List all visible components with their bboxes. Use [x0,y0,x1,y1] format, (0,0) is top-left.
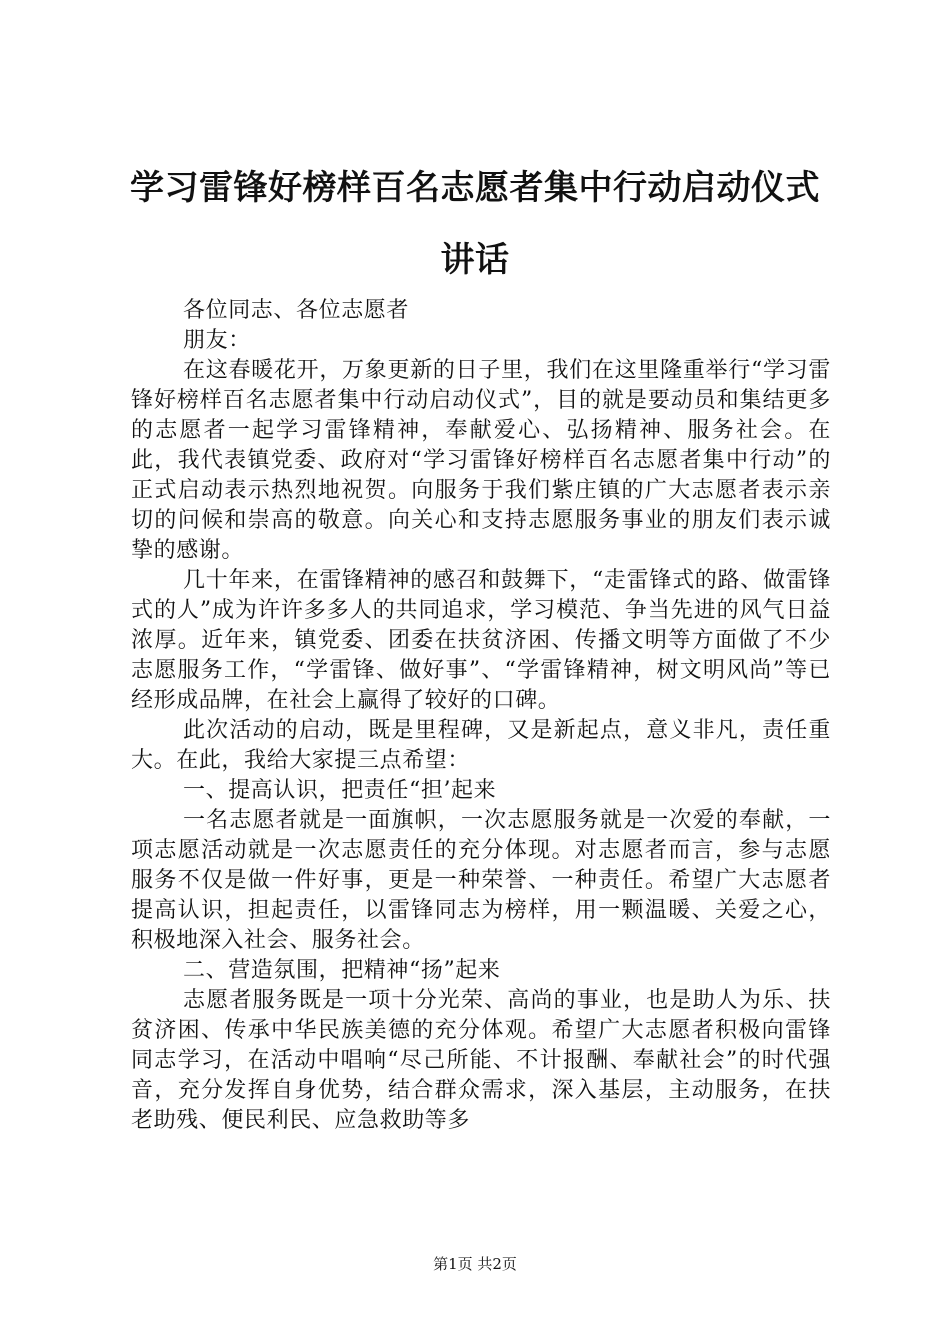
paragraph-hopes-intro: 此次活动的启动，既是里程碑，又是新起点，意义非凡，责任重大。在此，我给大家提三点希望： [131,718,831,773]
paragraph-section-2: 志愿者服务既是一项十分光荣、高尚的事业，也是助人为乐、扶贫济困、传承中华民族美德的充分体观。希望广大志愿者积极向雷锋同志学习，在活动中唱响“尽己所能、不计报酬、奉献社会”的时代强音，充分发挥自身优势，结合群众需求，深入基层，主动服务，在扶老助残、便民利民、应急救助等多 [131,988,831,1133]
document-title [120,152,830,296]
section-heading-1: 一、提高认识，把责任“担’起来 [183,778,497,803]
section-heading-2: 二、营造氛围，把精神“扬”起来 [183,958,501,983]
document-body [131,296,831,1136]
paragraph-history: 几十年来，在雷锋精神的感召和鼓舞下，“走雷锋式的路、做雷锋式的人”成为许许多多人的共同追求，学习模范、争当先进的风气日益浓厚。近年来，镇党委、团委在扶贫济困、传播文明等方面做了不少志愿服务工作，“学雷锋、做好事”、“学雷锋精神，树文明风尚”等已经形成品牌，在社会上赢得了较好的口碑。 [131,568,831,713]
title-line-1: 学习雷锋好榜样百名志愿者集中行动启动仪式 [130,168,820,208]
paragraph-opening: 在这春暖花开，万象更新的日子里，我们在这里隆重举行“学习雷锋好榜样百名志愿者集中行动启动仪式”，目的就是要动员和集结更多的志愿者一起学习雷锋精神，奉献爱心、弘扬精神、服务社会。在此，我代表镇党委、政府对“学习雷锋好榜样百名志愿者集中行动”的正式启动表示热烈地祝贺。向服务于我们紫庄镇的广大志愿者表示亲切的问候和崇高的敬意。向关心和支持志愿服务事业的朋友们表示诚挚的感谢。 [131,358,831,563]
page-number-footer: 第1页 共2页 [433,1255,517,1273]
salutation-line-1: 各位同志、各位志愿者 [183,298,410,323]
title-line-2: 讲话 [440,240,510,280]
salutation-line-2: 朋友： [183,328,251,353]
paragraph-section-1: 一名志愿者就是一面旗帜，一次志愿服务就是一次爱的奉献，一项志愿活动就是一次志愿责任的充分体现。对志愿者而言，参与志愿服务不仅是做一件好事，更是一种荣誉、一种责任。希望广大志愿者提高认识，担起责任，以雷锋同志为榜样，用一颗温暖、关爱之心，积极地深入社会、服务社会。 [131,808,831,953]
